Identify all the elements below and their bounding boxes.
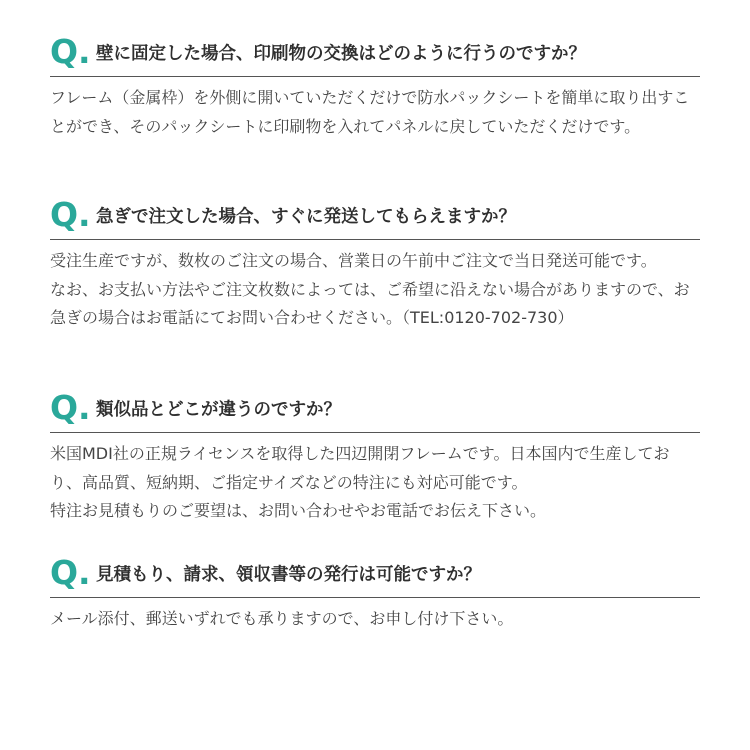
answer-text [50,84,700,141]
q-mark-icon: Q. [50,388,91,427]
q-mark-icon: Q. [50,553,91,592]
answer-text [50,247,700,333]
answer-paragraph: 受注生産ですが、数枚のご注文の場合、営業日の午前中ご注文で当日発送可能です。 [50,251,657,270]
q-mark-icon: Q. [50,32,91,71]
faq-item [50,551,700,634]
answer-text [50,605,700,634]
answer-paragraph: 米国MDI社の正規ライセンスを取得した四辺開閉フレームです。日本国内で生産しており、高品質、短納期、ご指定サイズなどの特注にも対応可能です。 [50,444,670,492]
answer-paragraph: 特注お見積もりのご要望は、お問い合わせやお電話でお伝え下さい。 [50,501,547,520]
question-text: 見積もり、請求、領収書等の発行は可能ですか？ [96,565,481,585]
answer-paragraph: メール添付、郵送いずれでも承りますので、お申し付け下さい。 [50,609,514,628]
question-text: 類似品とどこが違うのですか？ [96,400,341,420]
answer-text [50,440,700,526]
question-header [50,386,700,433]
faq-item [50,193,700,333]
question-text: 急ぎで注文した場合、すぐに発送してもらえますか？ [96,207,516,227]
question-header [50,193,700,240]
q-mark-icon: Q. [50,195,91,234]
question-text: 壁に固定した場合、印刷物の交換はどのように行うのですか？ [96,44,586,64]
answer-paragraph: なお、お支払い方法やご注文枚数によっては、ご希望に沿えない場合がありますので、お急ぎの場合はお電話にてお問い合わせください。（TEL:0120-702-730） [50,279,690,327]
answer-paragraph: フレーム（金属枠）を外側に開いていただくだけで防水パックシートを簡単に取り出すことができ、そのパックシートに印刷物を入れてパネルに戻していただくだけです。 [50,88,690,136]
faq-item [50,30,700,141]
faq-item [50,386,700,526]
question-header [50,30,700,77]
question-header [50,551,700,598]
